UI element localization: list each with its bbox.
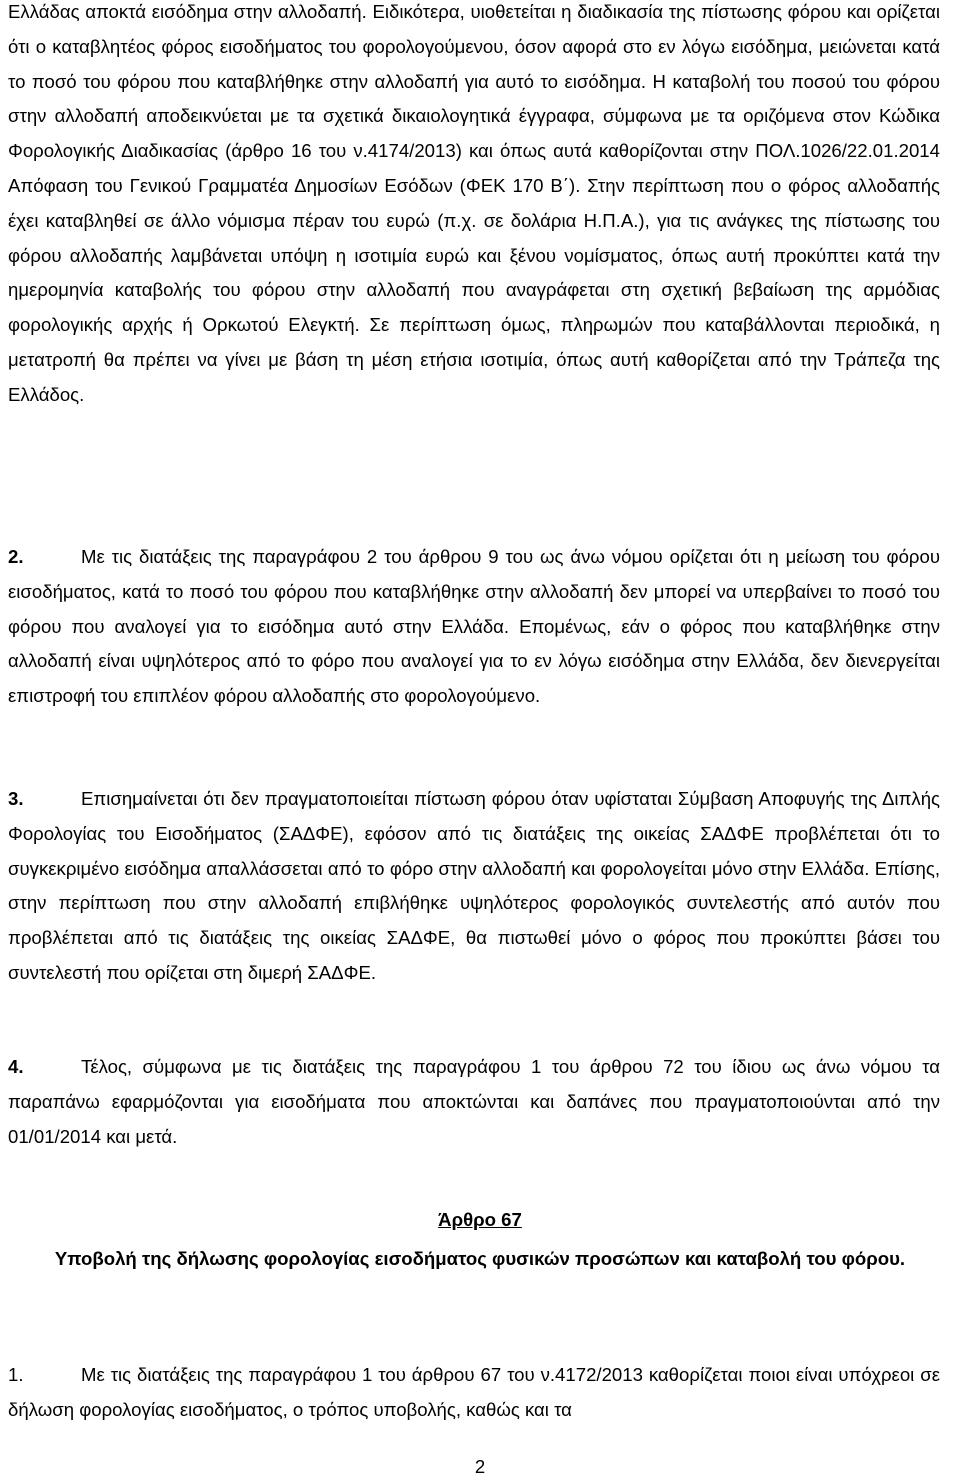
article-title: Άρθρο 67 [438,1209,522,1230]
page-number: 2 [474,1456,486,1477]
paragraph-text: Τέλος, σύμφωνα με τις διατάξεις της παραγράφου 1 του άρθρου 72 του ίδιου ως άνω νόμου τα παραπάνω εφαρμόζονται για εισοδήματα που αποκτώνται και δαπάνες που πραγματοποιούνται από την 01/01/2014 και μετά. [8,1056,940,1147]
paragraph-text: Επισημαίνεται ότι δεν πραγματοποιείται πίστωση φόρου όταν υφίσταται Σύμβαση Αποφυγής της Διπλής Φορολογίας του Εισοδήματος (ΣΑΔΦΕ), εφόσον από τις διατάξεις της οικείας ΣΑΔΦΕ προβλέπεται ότι το συγκεκριμένο εισόδημα απαλλάσσεται από το φόρο στην αλλοδαπή και φορολογείται μόνο στην Ελλάδα. Επίσης, στην περίπτωση που στην αλλοδαπή επιβλήθηκε υψηλότερος φορολογικός συντελεστής από αυτόν που προβλέπεται από τις διατάξεις της οικείας ΣΑΔΦΕ, θα πιστωθεί μόνο ο φόρος που προκύπτει βάσει του συντελεστή που ορίζεται στη διμερή ΣΑΔΦΕ. [8,788,940,983]
item-number: 1. [8,1364,24,1385]
paragraph-continuation [8,0,940,413]
paragraph-item-3 [8,782,940,991]
article-subtitle: Υποβολή της δήλωσης φορολογίας εισοδήματος φυσικών προσώπων και καταβολή του φόρου. [54,1248,906,1269]
paragraph-item-4 [8,1050,940,1154]
paragraph-text: Με τις διατάξεις της παραγράφου 1 του άρθρου 67 του ν.4172/2013 καθορίζεται ποιοι είναι υπόχρεοι σε δήλωση φορολογίας εισοδήματος, ο τρόπος υποβολής, καθώς και τα [8,1364,940,1420]
item-number: 4. [8,1056,24,1077]
paragraph-article-item-1 [8,1358,940,1428]
paragraph-item-2 [8,540,940,714]
paragraph-text: Ελλάδας αποκτά εισόδημα στην αλλοδαπή. Ειδικότερα, υιοθετείται η διαδικασία της πίστωσης φόρου και ορίζεται ότι ο καταβλητέος φόρος εισοδήματος του φορολογούμενου, όσον αφορά στο εν λόγω εισόδημα, μειώνεται κατά το ποσό του φόρου που καταβλήθηκε στην αλλοδαπή για αυτό το εισόδημα. Η καταβολή του ποσού του φόρου στην αλλοδαπή αποδεικνύεται με τα σχετικά δικαιολογητικά έγγραφα, σύμφωνα με τα οριζόμενα στον Κώδικα Φορολογικής Διαδικασίας (άρθρο 16 του ν.4174/2013) και όπως αυτά καθορίζονται στην ΠΟΛ.1026/22.01.2014 Απόφαση του Γενικού Γραμματέα Δημοσίων Εσόδων (ΦΕΚ 170 Β΄). Στην περίπτωση που ο φόρος αλλοδαπής έχει καταβληθεί σε άλλο νόμισμα πέραν του ευρώ (π.χ. σε δολάρια Η.Π.Α.), για τις ανάγκες της πίστωσης του φόρου αλλοδαπής λαμβάνεται υπόψη η ισοτιμία ευρώ και ξένου νομίσματος, όπως αυτή προκύπτει κατά την ημερομηνία καταβολής του φόρου στην αλλοδαπή που αναγράφεται στη σχετική βεβαίωση της αρμόδιας φορολογικής αρχής ή Ορκωτού Ελεγκτή. Σε περίπτωση όμως, πληρωμών που καταβάλλονται περιοδικά, η μετατροπή θα πρέπει να γίνει με βάση τη μέση ετήσια ισοτιμία, όπως αυτή καθορίζεται από την Τράπεζα της Ελλάδος. [8,1,940,405]
item-number: 3. [8,788,24,809]
paragraph-text: Με τις διατάξεις της παραγράφου 2 του άρθρου 9 του ως άνω νόμου ορίζεται ότι η μείωση του φόρου εισοδήματος, κατά το ποσό του φόρου που καταβλήθηκε στην αλλοδαπή δεν μπορεί να υπερβαίνει το ποσό του φόρου που αναλογεί για το εισόδημα αυτό στην Ελλάδα. Επομένως, εάν ο φόρος που καταβλήθηκε στην αλλοδαπή είναι υψηλότερος από το φόρο που αναλογεί για το εν λόγω εισόδημα στην Ελλάδα, δεν διενεργείται επιστροφή του επιπλέον φόρου αλλοδαπής στο φορολογούμενο. [8,546,940,707]
item-number: 2. [8,546,24,567]
